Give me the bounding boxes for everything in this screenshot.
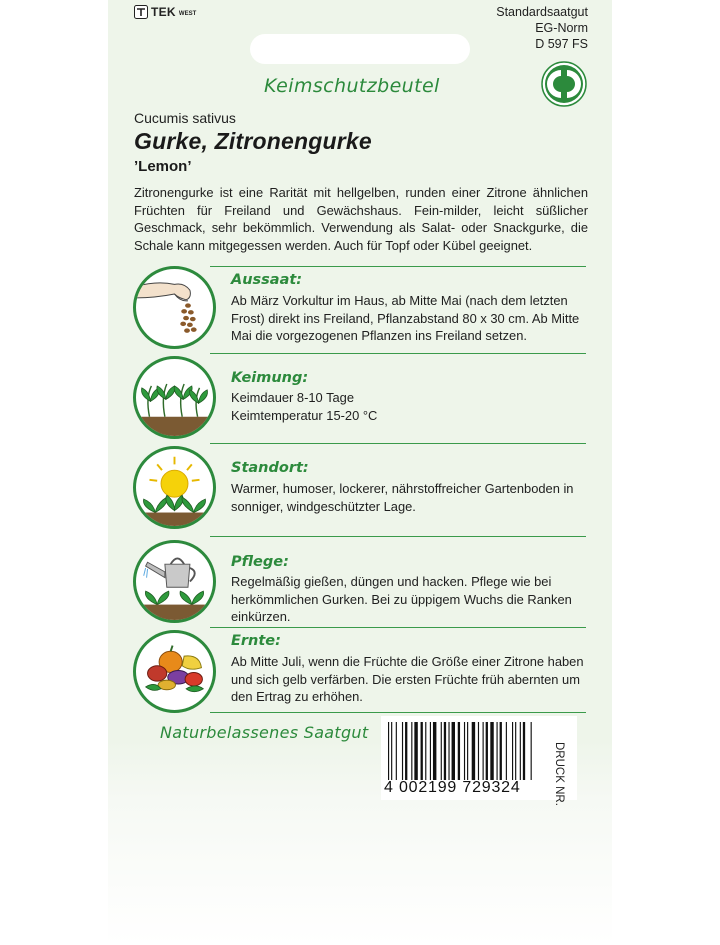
barcode-bar [467,722,468,780]
standard-line-3: D 597 FS [535,37,588,51]
section-text-pflege: Regelmäßig gießen, düngen und hacken. Pflege wie bei herkömmlichen Gurken. Bei zu üppigem Wuchs die Ranken einkürzen. [231,574,572,624]
seedlings-icon [133,356,216,439]
watering-can-icon [133,540,216,623]
standard-line-2: EG-Norm [535,21,588,35]
barcode-bar [452,722,455,780]
barcode-bar [472,722,475,780]
barcode-bar [391,722,392,780]
product-description: Zitronengurke ist eine Rarität mit hellgelben, runden einer Zitrone ähnlichen Früchten für Freiland und Gewächshaus. Fein-milder, leicht süßlicher Geschmack, sehr bekömmlich. Verwendung als Salat- oder Snackgurke, die Schale kann mitgegessen werden. Auch für Topf oder Kübel geeignet. [134,185,588,253]
natural-seed-label: Naturbelassenes Saatgut [160,723,369,742]
barcode-bar [430,722,431,780]
barcode-bar [506,722,507,780]
print-number-label: DRUCK NR. [553,742,565,806]
section-text-aussaat: Ab März Vorkultur im Haus, ab Mitte Mai (nach dem letzten Frost) direkt ins Freiland, Pflanzabstand 80 x 30 cm. Ab Mitte Mai die vorgezogenen Pflanzen ins Freiland setzen. [231,293,580,343]
barcode-bar [411,722,412,780]
brand-logo [134,5,196,19]
barcode-bar [512,722,513,780]
barcode-bar [441,722,442,780]
barcode-bar [486,722,488,780]
barcode-bar [388,722,389,780]
barcode-bar [414,722,417,780]
barcode-bar [490,722,493,780]
barcode-bar [458,722,460,780]
barcode-bar [515,722,516,780]
section-title-aussaat: Aussaat: [231,272,303,288]
barcode-bars [384,722,574,780]
green-dot-recycling-icon [541,61,587,107]
section-text-standort: Warmer, humoser, lockerer, nährstoffreicher Gartenboden in sonniger, windgeschützter Lage. [231,481,574,514]
sowing-hand-icon [133,266,216,349]
section-title-pflege: Pflege: [231,554,289,570]
brand-name: TEK [151,5,176,19]
product-title: Gurke, Zitronengurke [134,128,372,154]
barcode-number: 4 002199 729324 [384,779,521,796]
brand-mark-icon [134,5,148,19]
section-divider [210,443,586,444]
barcode-bar [523,722,525,780]
barcode-bar [520,722,521,780]
section-divider [210,353,586,354]
section-title-keimung: Keimung: [231,370,309,386]
section-text-keimung: Keimdauer 8-10 Tage Keimtemperatur 15-20 °C [231,390,378,423]
section-divider [210,712,586,713]
section-text-ernte: Ab Mitte Juli, wenn die Früchte die Größe einer Zitrone haben und sich gelb verfärben. Die ersten Früchte früh abernten um den Ertrag zu erhöhen. [231,654,584,704]
section-divider [210,536,586,537]
barcode-bar [500,722,502,780]
harvest-vegetables-icon [133,630,216,713]
barcode-bar [444,722,446,780]
barcode-bar [425,722,426,780]
barcode-bar [402,722,403,780]
barcode-bar [478,722,479,780]
section-divider [210,627,586,628]
barcode-bar [433,722,436,780]
section-title-standort: Standort: [231,460,309,476]
section-title-ernte: Ernte: [231,633,281,649]
sun-plants-icon [133,446,216,529]
blank-label-field [250,34,470,64]
pouch-label: Keimschutzbeutel [264,75,440,97]
barcode-bar [396,722,397,780]
barcode-bar [421,722,423,780]
barcode-bar [405,722,407,780]
variety-name: ’Lemon’ [134,158,192,175]
barcode-bar [448,722,449,780]
barcode-bar [464,722,465,780]
standard-info [496,4,588,52]
brand-suffix: WEST [178,10,197,17]
standard-line-1: Standardsaatgut [496,5,588,19]
section-divider [210,266,586,267]
barcode-bar [497,722,498,780]
latin-name: Cucumis sativus [134,110,236,126]
barcode-bar [483,722,484,780]
barcode-bar [531,722,532,780]
